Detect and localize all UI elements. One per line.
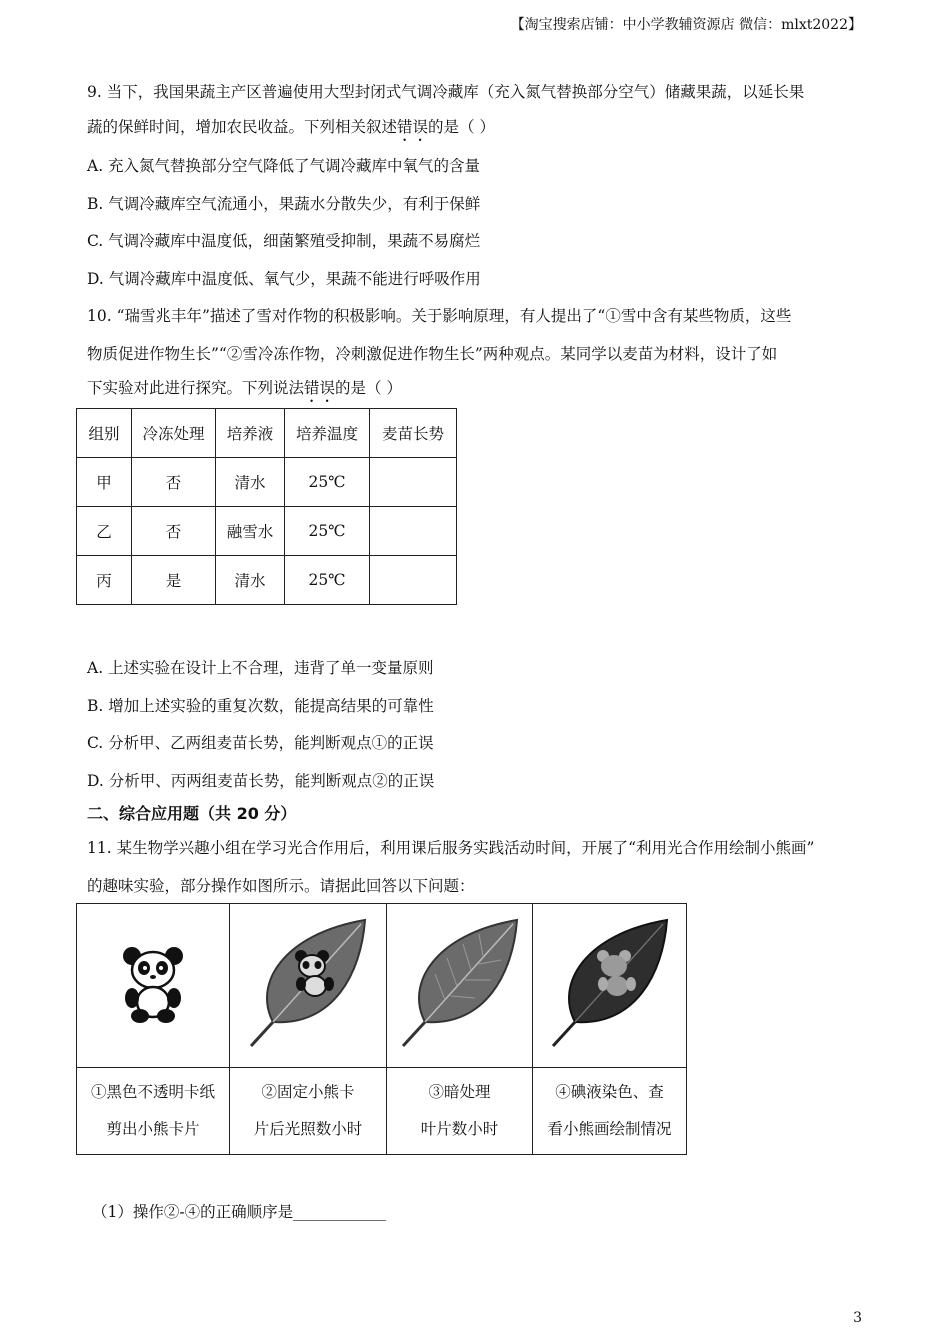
- q9-stem-line1: 9. 当下，我国果蔬主产区普遍使用大型封闭式气调冷藏库（充入氮气替换部分空气）储藏果蔬，以延长果: [87, 83, 805, 101]
- q10-stem-line1: 10. “瑞雪兆丰年”描述了雪对作物的积极影响。关于影响原理，有人提出了“①雪中含有某些物质，这些: [87, 307, 792, 325]
- table-cell: [370, 507, 457, 556]
- stained-leaf-image: [545, 914, 675, 1054]
- q9-option-c: C. 气调冷藏库中温度低，细菌繁殖受抑制，果蔬不易腐烂: [87, 232, 481, 250]
- caption-step-2: ②固定小熊卡 片后光照数小时: [230, 1068, 387, 1155]
- table-cell: 25℃: [285, 507, 370, 556]
- q9-emphasis: 错误: [397, 118, 429, 136]
- leaf-with-panda-image: [243, 914, 373, 1054]
- table-cell: 否: [132, 458, 216, 507]
- q10-emphasis: 错误: [304, 379, 336, 397]
- q9-option-b: B. 气调冷藏库空气流通小，果蔬水分散失少，有利于保鲜: [87, 195, 481, 213]
- q11-subquestion-1: （1）操作②-④的正确顺序是____________: [92, 1203, 387, 1221]
- table-cell: 25℃: [285, 556, 370, 605]
- table-cell: 25℃: [285, 458, 370, 507]
- q11-stem-line1: 11. 某生物学兴趣小组在学习光合作用后，利用课后服务实践活动时间，开展了“利用光合作用绘制小熊画”: [87, 839, 815, 857]
- caption-step-3: ③暗处理 叶片数小时: [387, 1068, 533, 1155]
- table-cell: [370, 458, 457, 507]
- q10-option-d: D. 分析甲、丙两组麦苗长势，能判断观点②的正误: [87, 772, 435, 790]
- table-header-cell: 培养液: [216, 409, 285, 458]
- table-row: [77, 458, 457, 507]
- table-cell: 融雪水: [216, 507, 285, 556]
- leaf-cell: [387, 904, 533, 1068]
- table-header-row: [77, 409, 457, 458]
- q10-stem-line3: 下实验对此进行探究。下列说法错误的是（ ）: [87, 379, 402, 397]
- q9-stem-line2: 蔬的保鲜时间，增加农民收益。下列相关叙述错误的是（ ）: [87, 118, 495, 136]
- table-header-cell: 组别: [77, 409, 132, 458]
- table-cell: 清水: [216, 458, 285, 507]
- q10-option-a: A. 上述实验在设计上不合理，违背了单一变量原则: [87, 659, 434, 677]
- q10-stem-line2: 物质促进作物生长”“②雪冷冻作物，冷刺激促进作物生长”两种观点。某同学以麦苗为材料，设计了如: [87, 345, 778, 363]
- table-cell: 乙: [77, 507, 132, 556]
- caption-step-1: ①黑色不透明卡纸 剪出小熊卡片: [77, 1068, 230, 1155]
- table-cell: 是: [132, 556, 216, 605]
- page-header: 【淘宝搜索店铺：中小学教辅资源店 微信：mlxt2022】: [510, 17, 862, 33]
- table-row: [77, 507, 457, 556]
- panda-card-image: [118, 944, 188, 1024]
- q10-option-c: C. 分析甲、乙两组麦苗长势，能判断观点①的正误: [87, 734, 434, 752]
- procedure-figure-table: [76, 903, 687, 1155]
- table-cell: 甲: [77, 458, 132, 507]
- page-number: 3: [853, 1310, 862, 1326]
- q10-option-b: B. 增加上述实验的重复次数，能提高结果的可靠性: [87, 697, 434, 715]
- q11-stem-line2: 的趣味实验，部分操作如图所示。请据此回答以下问题：: [87, 877, 475, 895]
- leaf-with-card-cell: [230, 904, 387, 1068]
- table-cell: 丙: [77, 556, 132, 605]
- table-cell: [370, 556, 457, 605]
- leaf-image: [395, 914, 525, 1054]
- stained-leaf-cell: [533, 904, 687, 1068]
- table-cell: 清水: [216, 556, 285, 605]
- section-heading: 二、综合应用题（共 20 分）: [87, 804, 297, 823]
- table-cell: 否: [132, 507, 216, 556]
- table-header-cell: 培养温度: [285, 409, 370, 458]
- caption-step-4: ④碘液染色、查 看小熊画绘制情况: [533, 1068, 687, 1155]
- table-row: [77, 556, 457, 605]
- table-header-cell: 冷冻处理: [132, 409, 216, 458]
- q9-option-d: D. 气调冷藏库中温度低、氧气少，果蔬不能进行呼吸作用: [87, 270, 481, 288]
- experiment-table: [76, 408, 457, 605]
- table-header-cell: 麦苗长势: [370, 409, 457, 458]
- panda-card-cell: [77, 904, 230, 1068]
- q9-option-a: A. 充入氮气替换部分空气降低了气调冷藏库中氧气的含量: [87, 157, 481, 175]
